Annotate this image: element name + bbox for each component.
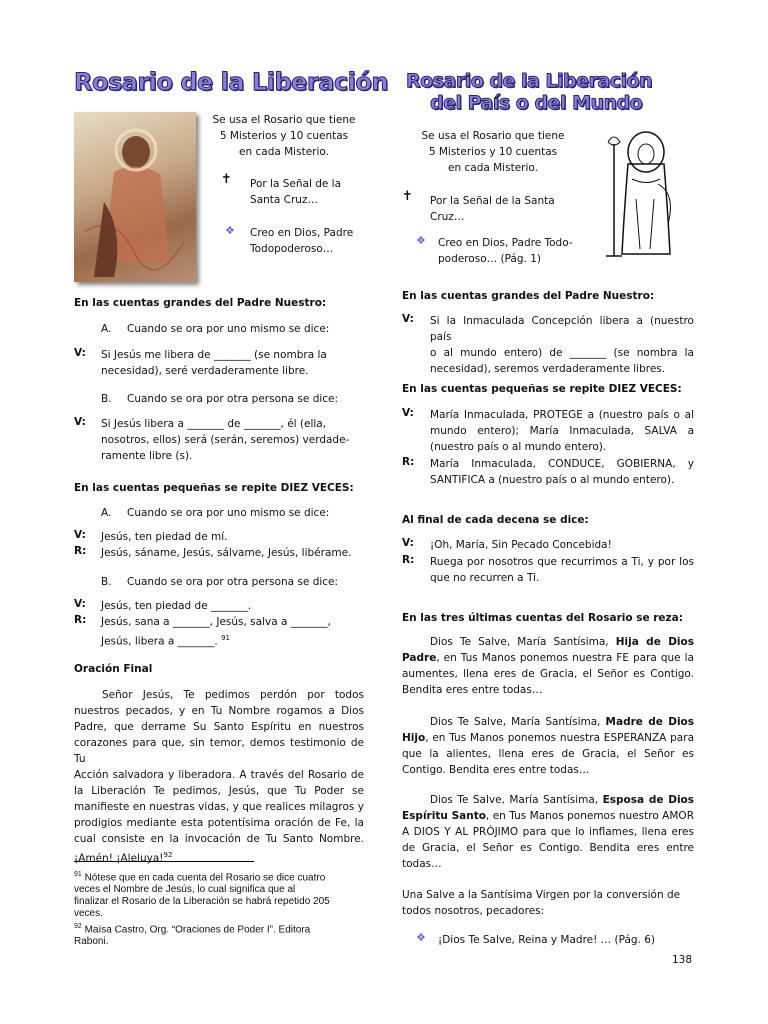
right-v1-text: Si la Inmaculada Concepción libera a (nuestro país o al mundo entero) de _______ (se nombra la necesidad), seremos verdaderamente libres. <box>430 315 694 375</box>
left-v4-text: Jesús, ten piedad de _______. <box>101 600 252 612</box>
cross-icon: ✝ <box>221 172 232 187</box>
salve-intro: Una Salve a la Santísima Virgen por la conversión de todos nosotros, pecadores: <box>402 889 681 917</box>
page-number: 138 <box>672 954 693 966</box>
left-v2-text: Si Jesús libera a _______ de _______, él (ella, nosotros, ellos) será (serán, seremos) verdade- ramente libre (s). <box>101 418 350 462</box>
right-heading-grandes: En las cuentas grandes del Padre Nuestro: <box>402 290 655 302</box>
left-v1-text: Si Jesús me libera de _______ (se nombra la necesidad), seré verdaderamente libre. <box>101 349 327 377</box>
left-a2-label: A. <box>101 507 112 519</box>
diamond-bullet-icon: ❖ <box>416 931 426 944</box>
right-v3-label: V: <box>402 537 414 549</box>
left-v3-label: V: <box>74 529 86 541</box>
left-r3-text: Jesús, sáname, Jesús, sálvame, Jesús, libérame. <box>101 547 352 559</box>
left-b-text: Cuando se ora por otra persona se dice: <box>127 393 339 405</box>
left-b2-label: B. <box>101 576 112 588</box>
left-creo-text: Creo en Dios, Padre Todopoderoso… <box>250 227 354 255</box>
left-cross-text: Por la Señal de la Santa Cruz… <box>250 178 342 206</box>
right-title-line1: Rosario de la Liberación <box>406 70 653 92</box>
right-r3-text: Ruega por nosotros que recurrimos a Ti, y por los que no recurren a Ti. <box>430 556 694 584</box>
left-b-label: B. <box>101 393 112 405</box>
prayer-madre: Dios Te Salve, María Santísima, Madre de Dios Hijo, en Tus Manos ponemos nuestra ESPERANZA para que la alientes, llena eres de Gracia, el Señor es Contigo. Bendita eres entre todas… <box>402 716 695 776</box>
right-creo-text: Creo en Dios, Padre Todo- poderoso… (Pág. 1) <box>438 237 573 265</box>
right-title-line2: del País o del Mundo <box>430 92 643 114</box>
right-r2-label: R: <box>402 456 415 468</box>
left-r3-label: R: <box>74 545 87 557</box>
left-v1-label: V: <box>74 347 86 359</box>
right-v1-label: V: <box>402 313 414 325</box>
virgin-mary-illustration <box>596 124 694 264</box>
left-v4-label: V: <box>74 598 86 610</box>
prayer-esposa: Dios Te Salve, María Santísima, Esposa de Dios Espíritu Santo, en Tus Manos ponemos nuestro AMOR A DIOS Y AL PRÓJIMO para que lo inflames, llena eres de Gracia, el Señor es Contigo. Bendita eres entre todas… <box>402 794 695 870</box>
footnote-91: $^{91}$ Nótese que en cada cuenta del Rosario se dice cuatro veces el Nombre de Jesús, lo cual significa que al finalizar el Rosario de la Liberación se habrá repetido 205 veces. <box>74 871 330 920</box>
prayer-hija: Dios Te Salve, María Santísima, Hija de Dios Padre, en Tus Manos ponemos nuestra FE para que la aumentes, llena eres de Gracia, el Señor es Contigo. Bendita eres entre todas… <box>402 636 694 696</box>
left-r4-label: R: <box>74 614 87 626</box>
footnote-divider <box>74 861 254 862</box>
cross-icon: ✝ <box>402 189 413 204</box>
right-heading-pequenas: En las cuentas pequeñas se repite DIEZ VECES: <box>402 383 682 395</box>
right-intro: Se usa el Rosario que tiene 5 Misterios y 10 cuentas en cada Misterio. <box>421 130 565 174</box>
salve-item: ¡Dios Te Salve, Reina y Madre! … (Pág. 6) <box>438 934 656 946</box>
right-r3-label: R: <box>402 554 415 566</box>
left-b2-text: Cuando se ora por otra persona se dice: <box>127 576 339 588</box>
left-r4-text: Jesús, sana a _______, Jesús, salva a _______, Jesús, libera a _______. $^{91}$ <box>101 616 331 648</box>
left-v2-label: V: <box>74 416 86 428</box>
left-a-text: Cuando se ora por uno mismo se dice: <box>127 323 330 335</box>
right-v3-text: ¡Oh, María, Sin Pecado Concebida! <box>430 539 612 551</box>
jesus-healing-image <box>74 112 196 282</box>
left-a-label: A. <box>101 323 112 335</box>
diamond-bullet-icon: ❖ <box>416 234 426 247</box>
right-heading-decena: Al final de cada decena se dice: <box>402 514 589 526</box>
left-title: Rosario de la Liberación <box>74 68 388 96</box>
left-a2-text: Cuando se ora por uno mismo se dice: <box>127 507 330 519</box>
left-heading-grandes: En las cuentas grandes del Padre Nuestro: <box>74 297 327 309</box>
oracion-final-heading: Oración Final <box>74 663 153 675</box>
left-v3-text: Jesús, ten piedad de mí. <box>101 531 228 543</box>
right-r2-text: María Inmaculada, CONDUCE, GOBIERNA, y SANTIFICA a (nuestro país o al mundo entero). <box>430 458 694 486</box>
left-intro: Se usa el Rosario que tiene 5 Misterios y 10 cuentas en cada Misterio. <box>212 114 356 158</box>
right-v2-label: V: <box>402 407 414 419</box>
right-cross-text: Por la Señal de la Santa Cruz… <box>430 195 555 223</box>
right-heading-tres: En las tres últimas cuentas del Rosario se reza: <box>402 612 683 624</box>
right-v2-text: María Inmaculada, PROTEGE a (nuestro país o al mundo entero); María Inmaculada, SALVA a (nuestro país o al mundo entero). <box>430 409 694 453</box>
left-heading-pequenas: En las cuentas pequeñas se repite DIEZ VECES: <box>74 482 354 494</box>
footnote-92: $^{92}$ Maïsa Castro, Org. “Oraciones de Poder I”. Editora Raboni. <box>74 923 311 948</box>
diamond-bullet-icon: ❖ <box>225 224 235 237</box>
oracion-final-text: Señor Jesús, Te pedimos perdón por todos nuestros pecados, y en Tu Nombre rogamos a Dios Padre, que derrame Su Santo Espíritu en nuestros corazones para que, sin temor, demos testimonio de Tu Acción salvadora y liberadora. A través del Rosario de la Liberación Te pedimos, Jesús, que Tu Poder se manifieste en nuestras vidas, y que realices milagros y prodigios mediante esta potentísima oración de Fe, la cual consiste en la invocación de Tu Santo Nombre. ¡Amén! ¡Aleluya!$^{92}$ <box>74 689 364 865</box>
